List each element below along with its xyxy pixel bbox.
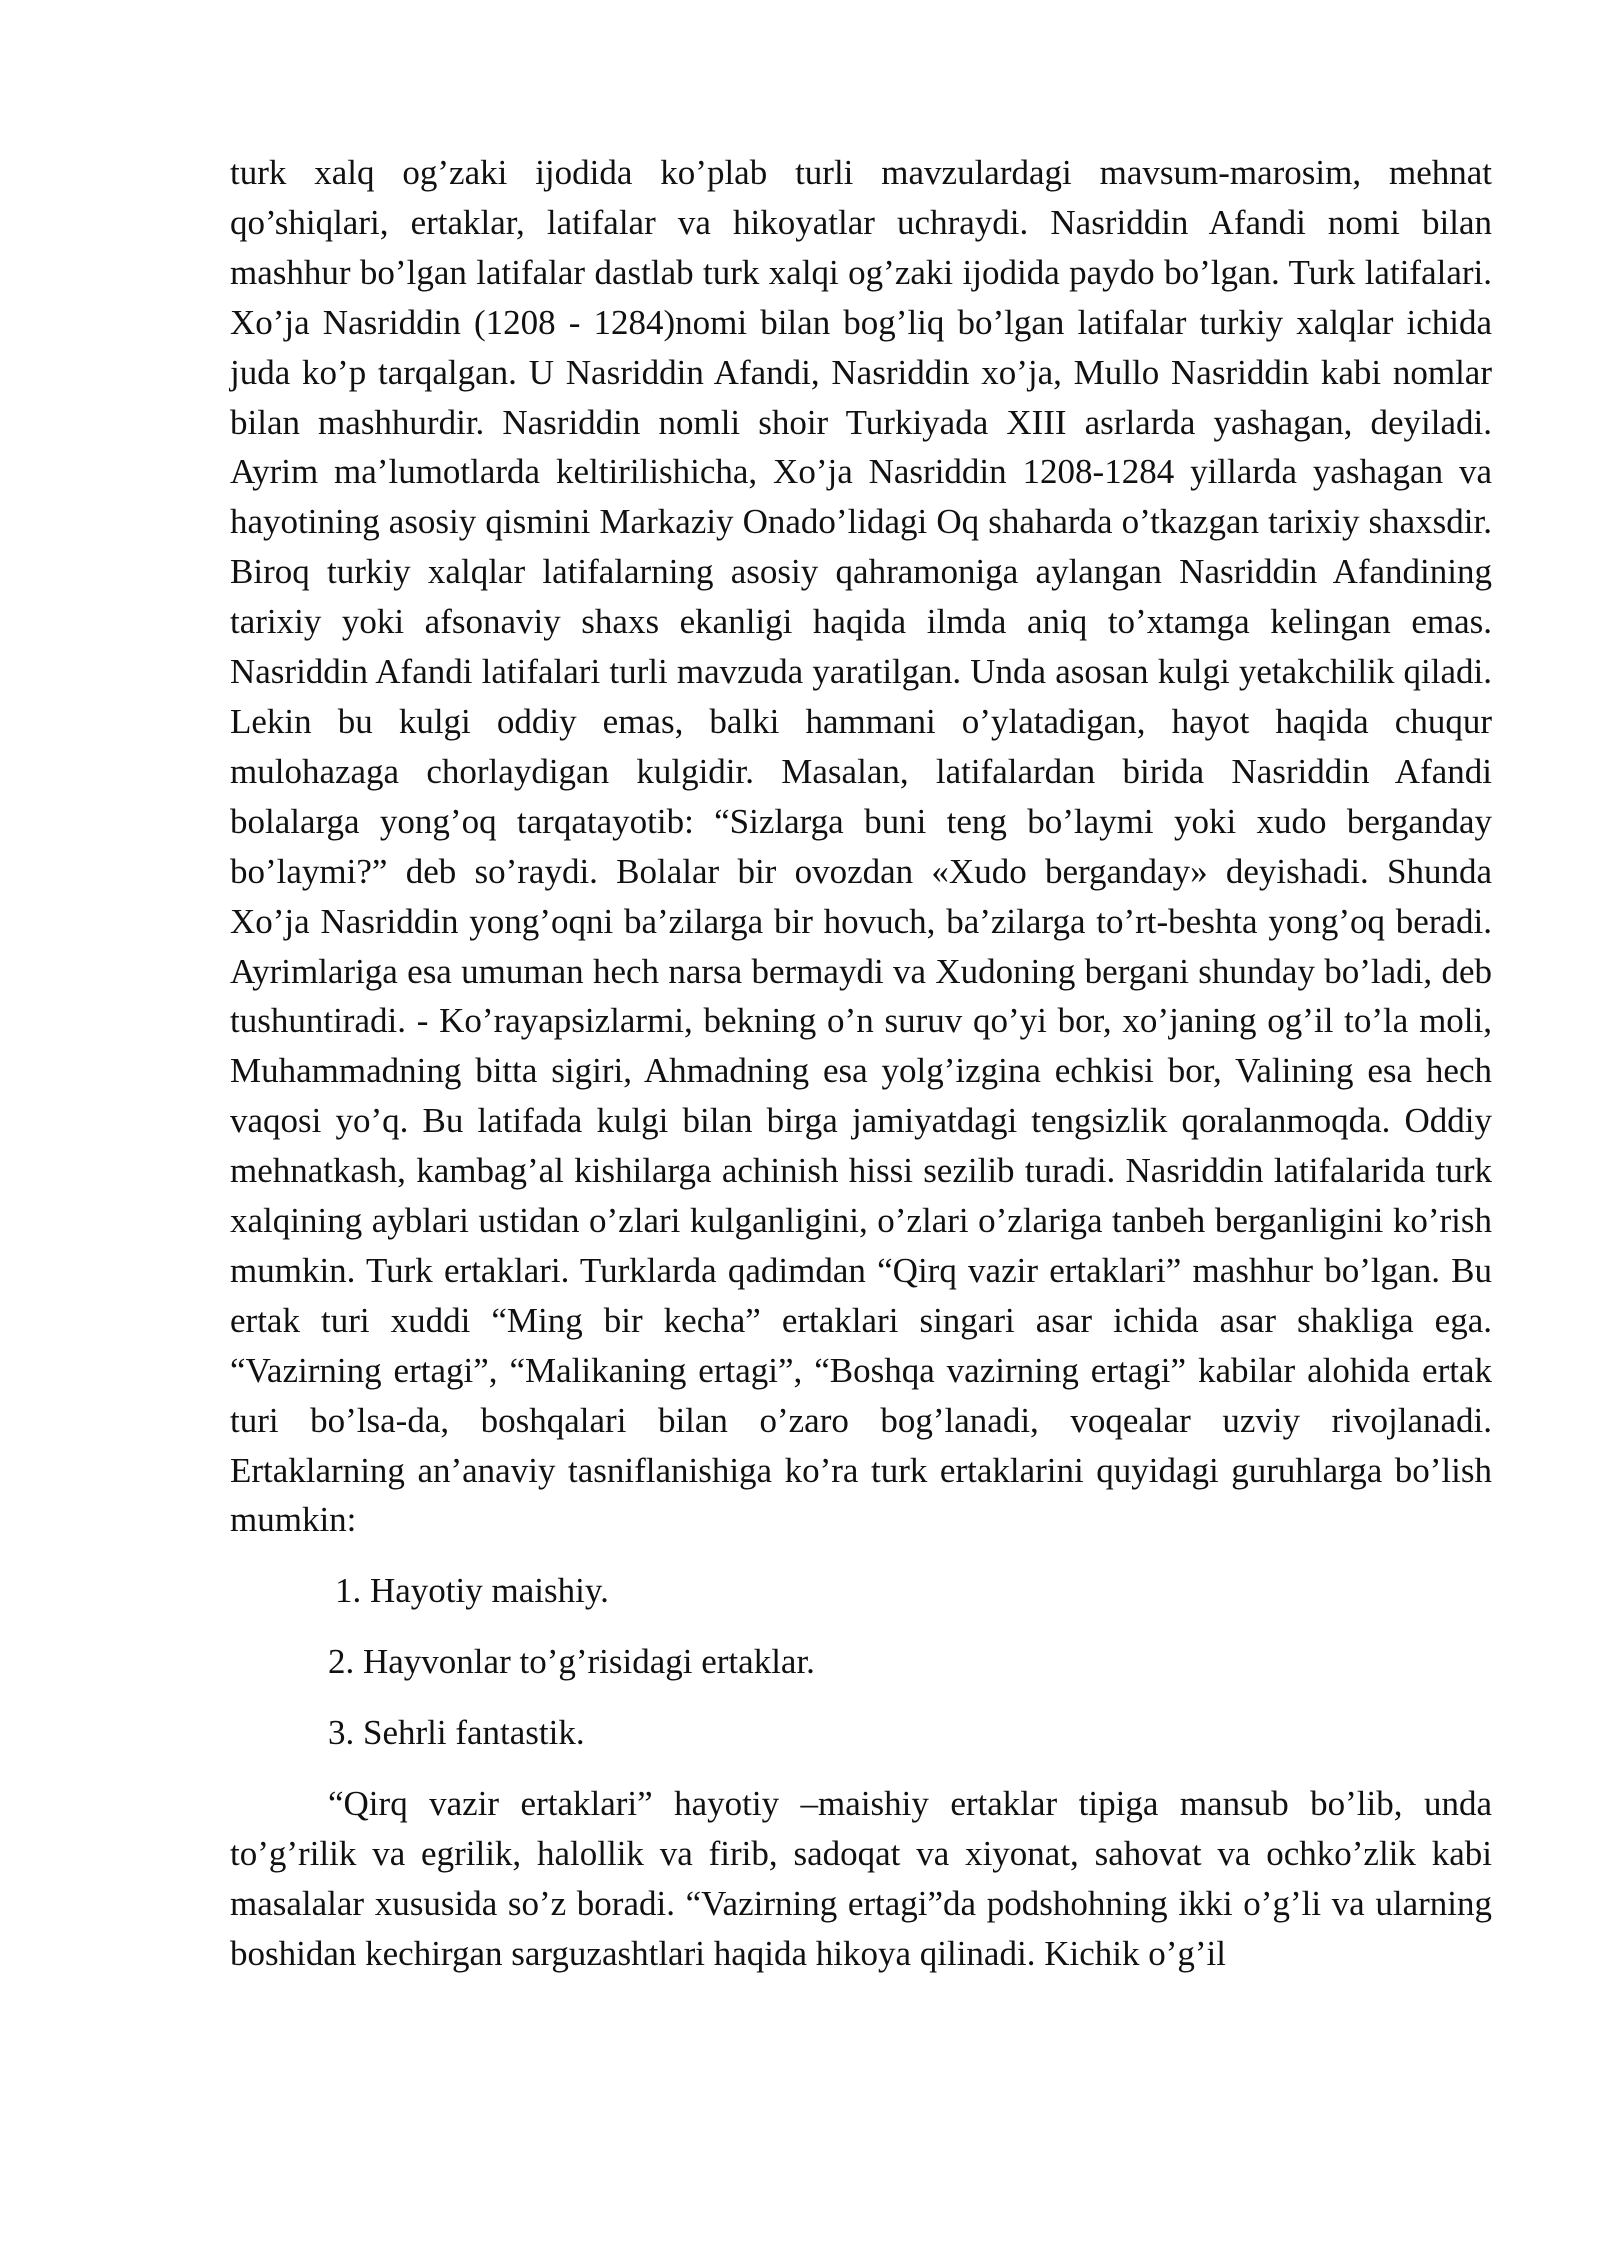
document-page [230,148,1492,1979]
body-paragraph: “Qirq vazir ertaklari” hayotiy –maishiy ertaklar tipiga mansub bo’lib, unda to’g’rilik va egrilik, halollik va firib, sadoqat va xiyonat, sahovat va ochko’zlik kabi masalalar xususida so’z boradi. “Vazirning ertagi”da podshohning ikki o’g’li va ularning boshidan kechirgan sarguzashtlari haqida hikoya qilinadi. Kichik o’g’il [230,1784,1492,1973]
list-item: 1. Hayotiy maishiy. [335,1571,609,1611]
genre-list [230,1566,1492,1758]
list-item: 2. Hayvonlar to’g’risidagi ertaklar. [328,1642,815,1682]
body-paragraph: turk xalq og’zaki ijodida ko’plab turli mavzulardagi mavsum-marosim, mehnat qo’shiqlari, ertaklar, latifalar va hikoyatlar uchraydi. Nasriddin Afandi nomi bilan mashhur bo’lgan latifalar dastlab turk xalqi og’zaki ijodida paydo bo’lgan. Turk latifalari. Xo’ja Nasriddin (1208 - 1284)nomi bilan bog’liq bo’lgan latifalar turkiy xalqlar ichida juda ko’p tarqalgan. U Nasriddin Afandi, Nasriddin xo’ja, Mullo Nasriddin kabi nomlar bilan mashhurdir. Nasriddin nomli shoir Turkiyada XIII asrlarda yashagan, deyiladi. Ayrim ma’lumotlarda keltirilishicha, Xo’ja Nasriddin 1208-1284 yillarda yashagan va hayotining asosiy qismini Markaziy Onado’lidagi Oq shaharda o’tkazgan tarixiy shaxsdir. Biroq turkiy xalqlar latifalarning asosiy qahramoniga aylangan Nasriddin Afandining tarixiy yoki afsonaviy shaxs ekanligi haqida ilmda aniq to’xtamga kelingan emas. Nasriddin Afandi latifalari turli mavzuda yaratilgan. Unda asosan kulgi yetakchilik qiladi. Lekin bu kulgi oddiy emas, balki hammani o’ylatadigan, hayot haqida chuqur mulohazaga chorlaydigan kulgidir. Masalan, latifalardan birida Nasriddin Afandi bolalarga yong’oq tarqatayotib: “Sizlarga buni teng bo’laymi yoki xudo berganday bo’laymi?” deb so’raydi. Bolalar bir ovozdan «Xudo berganday» deyishadi. Shunda Xo’ja Nasriddin yong’oqni ba’zilarga bir hovuch, ba’zilarga to’rt-beshta yong’oq beradi. Ayrimlariga esa umuman hech narsa bermaydi va Xudoning bergani shunday bo’ladi, deb tushuntiradi. - Ko’rayapsizlarmi, bekning o’n suruv qo’yi bor, xo’janing og’il to’la moli, Muhammadning bitta sigiri, Ahmadning esa yolg’izgina echkisi bor, Valining esa hech vaqosi yo’q. Bu latifada kulgi bilan birga jamiyatdagi tengsizlik qoralanmoqda. Oddiy mehnatkash, kambag’al kishilarga achinish hissi sezilib turadi. Nasriddin latifalarida turk xalqining ayblari ustidan o’zlari kulganligini, o’zlari o’zlariga tanbeh berganligini ko’rish mumkin. Turk ertaklari. Turklarda qadimdan “Qirq vazir ertaklari” mashhur bo’lgan. Bu ertak turi xuddi “Ming bir kecha” ertaklari singari asar ichida asar shakliga ega. “Vazirning ertagi”, “Malikaning ertagi”, “Boshqa vazirning ertagi” kabilar alohida ertak turi bo’lsa-da, boshqalari bilan o’zaro bog’lanadi, voqealar uzviy rivojlanadi. Ertaklarning an’anaviy tasniflanishiga ko’ra turk ertaklarini quyidagi guruhlarga bo’lish mumkin: [230,153,1492,1540]
list-item: 3. Sehrli fantastik. [328,1713,585,1753]
